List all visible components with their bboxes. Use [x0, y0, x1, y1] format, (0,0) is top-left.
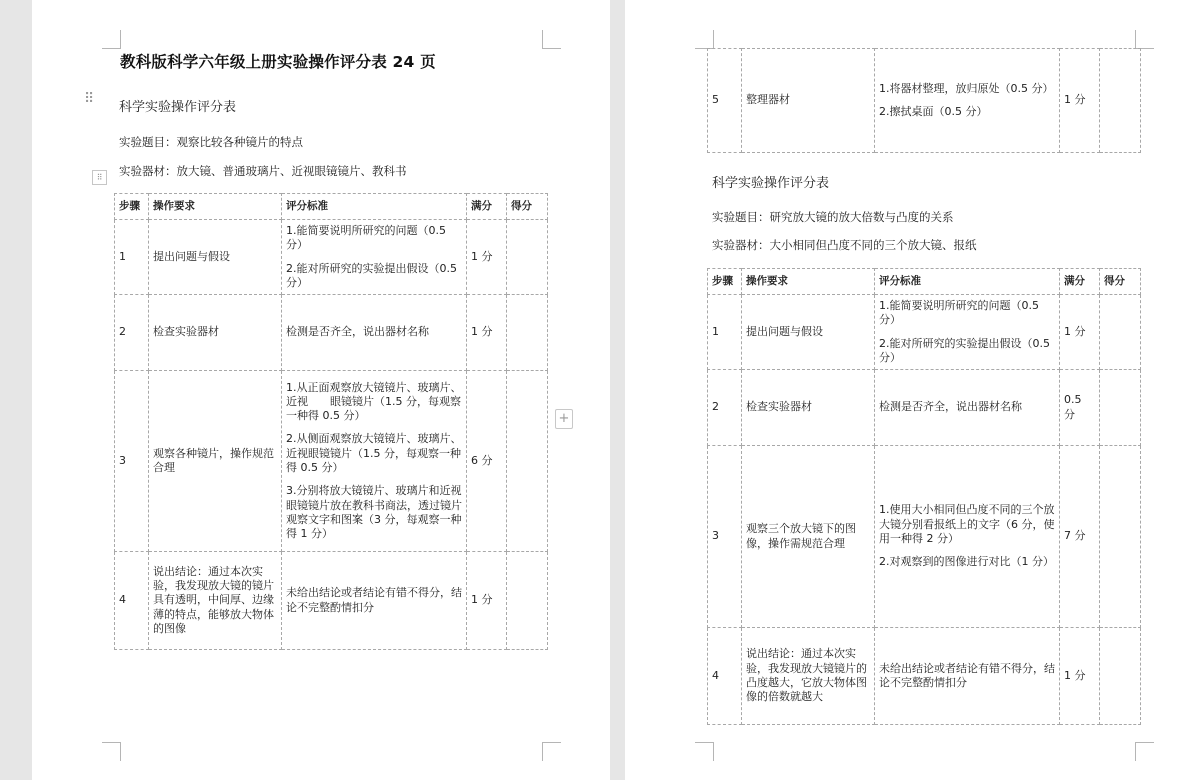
table-row [115, 552, 548, 650]
requirement-cell[interactable]: 提出问题与假设 [149, 220, 282, 295]
table-row [708, 628, 1141, 725]
full-score-cell[interactable]: 0.5 分 [1060, 370, 1100, 446]
criteria-item: 1.使用大小相同但凸度不同的三个放大镜分别看报纸上的文字（6 分，使用一种得 2 分） [879, 503, 1055, 545]
margin-corner-bottom-right [1135, 742, 1154, 761]
score-cell[interactable] [507, 295, 548, 371]
header-step: 步骤 [708, 269, 742, 295]
experiment-equipment: 实验器材：大小相同但凸度不同的三个放大镜、报纸 [712, 238, 977, 252]
full-score-cell[interactable]: 7 分 [1060, 446, 1100, 628]
rubric-table-continued [707, 48, 1141, 153]
full-score-cell[interactable]: 1 分 [1060, 49, 1100, 153]
criteria-item: 2.对观察到的图像进行对比（1 分） [879, 555, 1054, 569]
criteria-item: 2.能对所研究的实验提出假设（0.5分） [286, 261, 457, 289]
criteria-item: 2.从侧面观察放大镜镜片、玻璃片、近视眼镜镜片（1.5 分，每观察一种得 0.5 分） [286, 432, 462, 474]
criteria-cell[interactable] [875, 628, 1060, 725]
margin-corner-top-left [102, 30, 121, 49]
criteria-item: 1.从正面观察放大镜镜片、玻璃片、近视 眼镜镜片（1.5 分，每观察一种得 0.5 分） [286, 380, 462, 423]
header-criteria: 评分标准 [875, 269, 1060, 295]
document-page-2 [625, 0, 1180, 780]
table-row [708, 446, 1141, 628]
step-cell[interactable]: 1 [708, 295, 742, 370]
header-criteria: 评分标准 [282, 194, 467, 220]
header-step: 步骤 [115, 194, 149, 220]
section-title: 科学实验操作评分表 [712, 176, 830, 191]
criteria-item: 2.擦拭桌面（0.5 分） [879, 105, 988, 118]
step-cell[interactable]: 2 [708, 370, 742, 446]
table-row [708, 49, 1141, 153]
header-score: 得分 [507, 194, 548, 220]
header-requirement: 操作要求 [742, 269, 875, 295]
score-cell[interactable] [1100, 446, 1141, 628]
full-score-cell[interactable]: 1 分 [467, 552, 507, 650]
criteria-cell[interactable] [282, 295, 467, 371]
header-score: 得分 [1100, 269, 1141, 295]
score-cell[interactable] [507, 220, 548, 295]
header-requirement: 操作要求 [149, 194, 282, 220]
step-cell[interactable]: 3 [115, 371, 149, 552]
paragraph-drag-handle[interactable]: ⠿ [84, 91, 94, 107]
criteria-cell[interactable] [875, 446, 1060, 628]
experiment-topic: 实验题目：观察比较各种镜片的特点 [119, 135, 303, 149]
requirement-cell[interactable]: 检查实验器材 [742, 370, 875, 446]
criteria-item: 未给出结论或者结论有错不得分，结论不完整酌情扣分 [286, 586, 462, 614]
margin-corner-top-left [695, 30, 714, 49]
table-header-row [708, 269, 1141, 295]
document-page-1 [32, 0, 610, 780]
criteria-cell[interactable] [282, 552, 467, 650]
table-row [115, 220, 548, 295]
criteria-cell[interactable] [875, 370, 1060, 446]
score-cell[interactable] [1100, 628, 1141, 725]
score-cell[interactable] [1100, 295, 1141, 370]
criteria-item: 1.能简要说明所研究的问题（0.5分） [879, 298, 1039, 327]
rubric-table-2 [707, 268, 1141, 725]
criteria-item: 1.能简要说明所研究的问题（0.5分） [286, 223, 446, 252]
criteria-item: 1.将器材整理，放归原处（0.5 分） [879, 81, 1054, 95]
full-score-cell[interactable]: 1 分 [467, 295, 507, 371]
score-cell[interactable] [507, 371, 548, 552]
add-column-button[interactable]: + [555, 409, 573, 429]
requirement-cell[interactable]: 观察三个放大镜下的图像，操作需规范合理 [742, 446, 875, 628]
table-header-row [115, 194, 548, 220]
full-score-cell[interactable]: 1 分 [467, 220, 507, 295]
rubric-table-1 [114, 193, 548, 650]
section-title: 科学实验操作评分表 [119, 100, 237, 115]
score-cell[interactable] [507, 552, 548, 650]
table-move-handle[interactable]: ⠿ [92, 170, 107, 185]
score-cell[interactable] [1100, 370, 1141, 446]
score-cell[interactable] [1100, 49, 1141, 153]
criteria-item: 2.能对所研究的实验提出假设（0.5分） [879, 336, 1050, 364]
criteria-item: 3.分别将放大镜镜片、玻璃片和近视眼镜镜片放在教科书商法，透过镜片观察文字和图案（3 分，每观察一种得 1 分） [286, 484, 462, 541]
table-row [115, 295, 548, 371]
table-row [708, 295, 1141, 370]
step-cell[interactable]: 4 [115, 552, 149, 650]
full-score-cell[interactable]: 6 分 [467, 371, 507, 552]
step-cell[interactable]: 1 [115, 220, 149, 295]
criteria-item: 检测是否齐全，说出器材名称 [286, 325, 429, 339]
margin-corner-bottom-left [102, 742, 121, 761]
criteria-cell[interactable] [282, 220, 467, 295]
step-cell[interactable]: 2 [115, 295, 149, 371]
full-score-cell[interactable]: 1 分 [1060, 628, 1100, 725]
requirement-cell[interactable]: 提出问题与假设 [742, 295, 875, 370]
table-row [115, 371, 548, 552]
full-score-cell[interactable]: 1 分 [1060, 295, 1100, 370]
step-cell[interactable]: 3 [708, 446, 742, 628]
step-cell[interactable]: 4 [708, 628, 742, 725]
header-full-score: 满分 [467, 194, 507, 220]
requirement-cell[interactable]: 观察各种镜片，操作规范合理 [149, 371, 282, 552]
margin-corner-bottom-right [542, 742, 561, 761]
requirement-cell[interactable]: 检查实验器材 [149, 295, 282, 371]
requirement-cell[interactable]: 说出结论：通过本次实验，我发现放大镜的镜片具有透明，中间厚、边缘薄的特点，能够放大物体的图像 [149, 552, 282, 650]
criteria-cell[interactable] [875, 49, 1060, 153]
criteria-cell[interactable] [282, 371, 467, 552]
margin-corner-top-right [542, 30, 561, 49]
experiment-equipment: 实验器材：放大镜、普通玻璃片、近视眼镜镜片、教科书 [119, 164, 407, 178]
criteria-cell[interactable] [875, 295, 1060, 370]
criteria-item: 检测是否齐全，说出器材名称 [879, 400, 1022, 414]
document-title: 教科版科学六年级上册实验操作评分表 24 页 [120, 53, 436, 71]
requirement-cell[interactable]: 整理器材 [742, 49, 875, 153]
step-cell[interactable]: 5 [708, 49, 742, 153]
table-row [708, 370, 1141, 446]
header-full-score: 满分 [1060, 269, 1100, 295]
margin-corner-bottom-left [695, 742, 714, 761]
margin-corner-top-right [1135, 30, 1154, 49]
requirement-cell[interactable]: 说出结论：通过本次实验，我发现放大镜镜片的凸度越大，它放大物体图像的倍数就越大 [742, 628, 875, 725]
experiment-topic: 实验题目：研究放大镜的放大倍数与凸度的关系 [712, 210, 954, 224]
criteria-item: 未给出结论或者结论有错不得分，结论不完整酌情扣分 [879, 661, 1055, 689]
